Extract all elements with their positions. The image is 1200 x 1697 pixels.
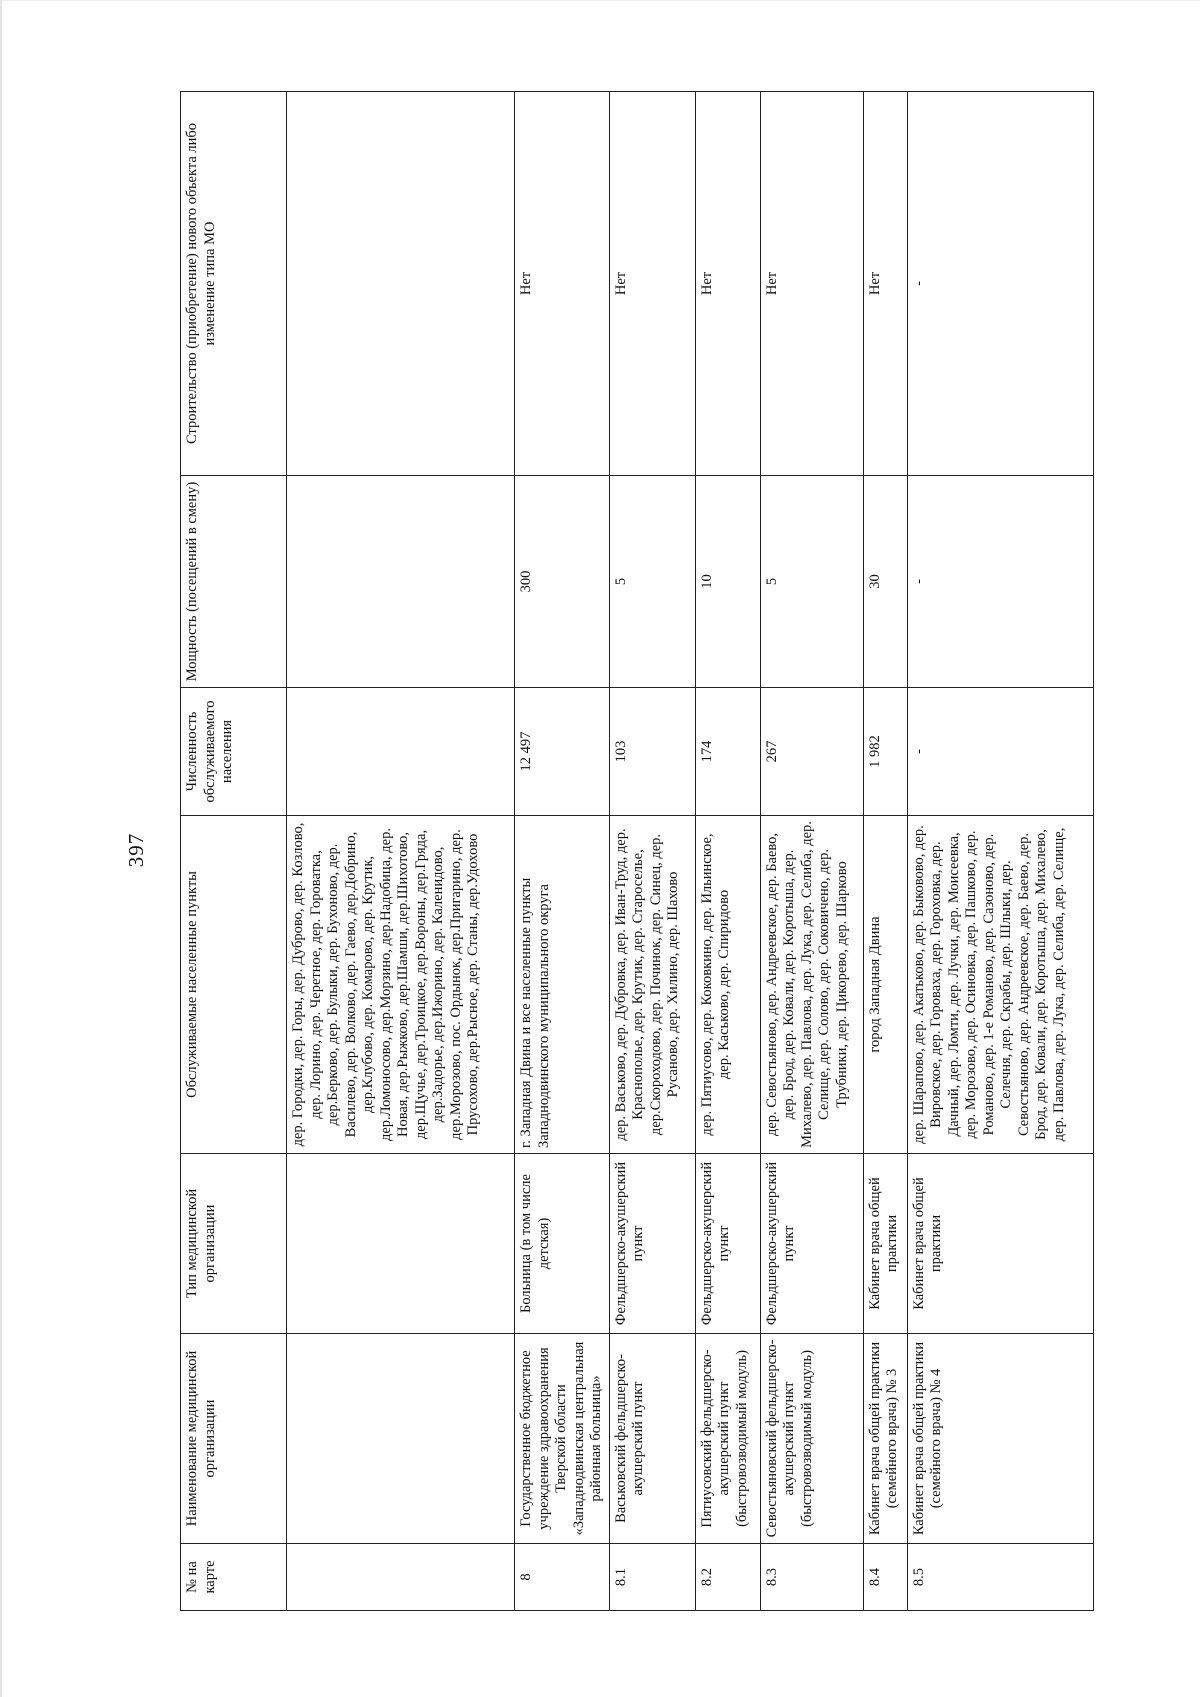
header-capacity: Мощность (посещений в смену) bbox=[181, 476, 287, 688]
cell-org-type: Больница (в том числе детская) bbox=[515, 1154, 610, 1334]
cell-population bbox=[287, 688, 515, 816]
header-org-type: Тип медицинской организации bbox=[181, 1154, 287, 1334]
table-header-row bbox=[181, 92, 287, 1611]
cell-served-points: город Западная Двина bbox=[863, 816, 907, 1154]
header-served-points: Обслуживаемые населенные пункты bbox=[181, 816, 287, 1154]
cell-capacity: 30 bbox=[863, 476, 907, 688]
cell-org-type: Фельдшерско-акушерский пункт bbox=[760, 1154, 863, 1334]
cell-construction: Нет bbox=[695, 92, 760, 476]
cell-capacity bbox=[287, 476, 515, 688]
cell-org-name: Кабинет врача общей практики (семейного врача) № 3 bbox=[863, 1334, 907, 1544]
table-row bbox=[863, 92, 907, 1611]
cell-population: - bbox=[907, 688, 1093, 816]
cell-capacity: 5 bbox=[609, 476, 695, 688]
header-population: Численность обслуживаемого населения bbox=[181, 688, 287, 816]
cell-population: 103 bbox=[609, 688, 695, 816]
cell-population: 267 bbox=[760, 688, 863, 816]
cell-org-name bbox=[287, 1334, 515, 1544]
cell-org-type bbox=[287, 1154, 515, 1334]
cell-served-points: дер. Васьково, дер. Дубровка, дер. Иван-Труд, дер. Краснополье, дер. Крутик, дер. Староселье, дер.Скороходово, дер. Починок, дер. Синец, дер. Русаново, дер. Хилино, дер. Шахово bbox=[609, 816, 695, 1154]
cell-construction: Нет bbox=[609, 92, 695, 476]
table-row bbox=[695, 92, 760, 1611]
table-row bbox=[515, 92, 610, 1611]
cell-population: 12 497 bbox=[515, 688, 610, 816]
header-construction: Строительство (приобретение) нового объекта либо изменение типа МО bbox=[181, 92, 287, 476]
header-map-number: № на карте bbox=[181, 1544, 287, 1611]
cell-org-type: Фельдшерско-акушерский пункт bbox=[695, 1154, 760, 1334]
cell-map-number: 8.3 bbox=[760, 1544, 863, 1611]
table-row bbox=[609, 92, 695, 1611]
cell-construction: Нет bbox=[515, 92, 610, 476]
cell-map-number: 8 bbox=[515, 1544, 610, 1611]
cell-map-number: 8.1 bbox=[609, 1544, 695, 1611]
table-row bbox=[287, 92, 515, 1611]
cell-capacity: 300 bbox=[515, 476, 610, 688]
cell-served-points: дер. Севостьяново, дер. Андреевское, дер. Баево, дер. Брод, дер. Ковали, дер. Коротыша, дер. Михалево, дер. Павлова, дер. Лука, дер. Селиба, дер. Селище, дер. Солово, дер. Соковичено, дер. Трубники, дер. Цикорево, дер. Шарково bbox=[760, 816, 863, 1154]
cell-construction bbox=[287, 92, 515, 476]
table-wrapper bbox=[180, 92, 1090, 1611]
cell-capacity: 10 bbox=[695, 476, 760, 688]
cell-construction: Нет bbox=[760, 92, 863, 476]
facilities-table bbox=[180, 91, 1094, 1611]
cell-construction: Нет bbox=[863, 92, 907, 476]
cell-served-points: дер. Шарапово, дер. Акатьково, дер. Быковово, дер. Вировское, дер. Гороваха, дер. Гороховка, дер. Дачный, дер. Ломти, дер. Лучки, дер. Моисеевка, дер. Морозово, дер. Осиновка, дер. Пашково, дер. Романово, дер. 1-е Романово, дер. Сазоново, дер. Селечня, дер. Скрабы, дер. Шлыки, дер. Севостьяново, дер. Андреевское, дер. Баево, дер. Брод, дер. Ковали, дер. Коротыша, дер. Михалево, дер. Павлова, дер. Лука, дер. Селиба, дер. Селище, bbox=[907, 816, 1093, 1154]
header-org-name: Наименование медицинской организации bbox=[181, 1334, 287, 1544]
cell-org-name: Пятиусовский фельдшерско-акушерский пункт (быстровозводимый модуль) bbox=[695, 1334, 760, 1544]
cell-org-name: Васьковский фельдшерско-акушерский пункт bbox=[609, 1334, 695, 1544]
table-row bbox=[760, 92, 863, 1611]
cell-served-points: г. Западная Двина и все населенные пункты Западнодвинского муниципального округа bbox=[515, 816, 610, 1154]
cell-org-type: Кабинет врача общей практики bbox=[863, 1154, 907, 1334]
cell-capacity: - bbox=[907, 476, 1093, 688]
cell-map-number: 8.4 bbox=[863, 1544, 907, 1611]
cell-map-number: 8.5 bbox=[907, 1544, 1093, 1611]
table-row bbox=[907, 92, 1093, 1611]
cell-org-name: Государственное бюджетное учреждение здравоохранения Тверской области «Западнодвинская центральная районная больница» bbox=[515, 1334, 610, 1544]
cell-capacity: 5 bbox=[760, 476, 863, 688]
cell-served-points: дер. Городки, дер. Горы, дер. Дуброво, дер. Козлово, дер. Лорино, дер. Черетное, дер. Гороватка, дер.Берково, дер. Булыки, дер. Бухоново, дер. Василево, дер. Волково, дер. Гаево, дер.Добрино, дер.Клубово, дер. Комарово, дер. Крутик, дер.Ломоносово, дер.Морзино, дер.Надобица, дер. Новая, дер.Рыжково, дер.Шамши, дер.Шихотово, дер.Щучье, дер.Троицкое, дер.Вороны, дер.Гряда, дер.Задорье, дер.Ижорино, дер. Каленидово, дер.Морозово, пос. Ордынок, дер.Пригарино, дер. Прусохово, дер.Рысное, дер. Станы, дер.Удохово bbox=[287, 816, 515, 1154]
cell-org-type: Кабинет врача общей практики bbox=[907, 1154, 1093, 1334]
page-number: 397 bbox=[124, 832, 148, 868]
cell-map-number: 8.2 bbox=[695, 1544, 760, 1611]
cell-org-type: Фельдшерско-акушерский пункт bbox=[609, 1154, 695, 1334]
cell-map-number bbox=[287, 1544, 515, 1611]
cell-served-points: дер. Пятиусово, дер. Коковкино, дер. Ильинское, дер. Каськово, дер. Спиридово bbox=[695, 816, 760, 1154]
cell-org-name: Кабинет врача общей практики (семейного врача) № 4 bbox=[907, 1334, 1093, 1544]
cell-construction: - bbox=[907, 92, 1093, 476]
cell-population: 174 bbox=[695, 688, 760, 816]
cell-population: 1 982 bbox=[863, 688, 907, 816]
cell-org-name: Севостьяновский фельдшерско-акушерский пункт (быстровозводимый модуль) bbox=[760, 1334, 863, 1544]
